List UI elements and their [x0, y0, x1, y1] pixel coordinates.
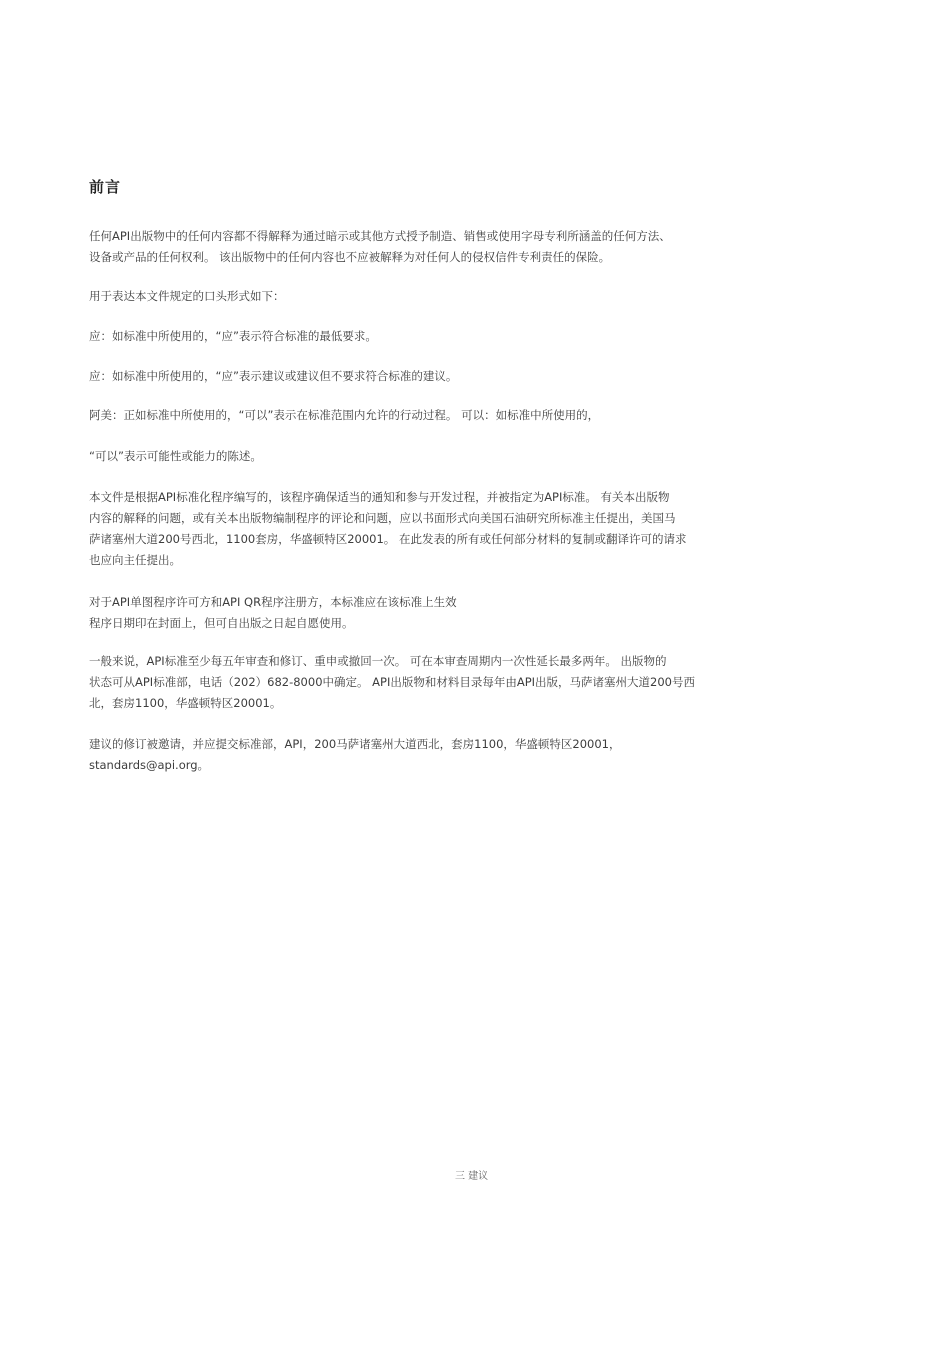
text-line: 对于API单图程序许可方和API QR程序注册方，本标准应在该标准上生效: [89, 595, 457, 609]
paragraph-standardization-procedure: [89, 487, 889, 571]
text-line: 一般来说，API标准至少每五年审查和修订、重申或撤回一次。 可在本审查周期内一次性延长最多两年。 出版物的: [89, 654, 667, 668]
paragraph-revision-submission: [89, 734, 889, 776]
text-line: 建议的修订被邀请，并应提交标准部，API，200马萨诸塞州大道西北，套房1100，华盛顿特区20001，: [89, 737, 621, 751]
paragraph-monogram-program: [89, 592, 889, 634]
text-line: 本文件是根据API标准化程序编写的，该程序确保适当的通知和参与开发过程，并被指定为API标准。 有关本出版物: [89, 490, 670, 504]
text-line: 北，套房1100，华盛顿特区20001。: [89, 696, 282, 710]
text-line: 程序日期印在封面上，但可自出版之日起自愿使用。: [89, 616, 354, 630]
text-line: 阿美：正如标准中所使用的，“可以”表示在标准范围内允许的行动过程。 可以：如标准中所使用的，: [89, 408, 600, 422]
paragraph-review-cycle: [89, 651, 889, 714]
text-line: 任何API出版物中的任何内容都不得解释为通过暗示或其他方式授予制造、销售或使用字母专利所涵盖的任何方法、: [89, 229, 671, 243]
paragraph-may-definition: [89, 405, 889, 426]
page-footer: 三 建议: [455, 1171, 489, 1182]
text-line: 设备或产品的任何权利。 该出版物中的任何内容也不应被解释为对任何人的侵权信件专利责任的保险。: [89, 250, 611, 264]
text-line: 内容的解释的问题，或有关本出版物编制程序的评论和问题，应以书面形式向美国石油研究所标准主任提出，美国马: [89, 511, 676, 525]
paragraph-should-definition: [89, 366, 889, 387]
text-line: 应：如标准中所使用的，“应”表示建议或建议但不要求符合标准的建议。: [89, 369, 458, 383]
text-line: 状态可从API标准部，电话（202）682-8000中确定。 API出版物和材料目录每年由API出版，马萨诸塞州大道200号西: [89, 675, 695, 689]
text-line: 用于表达本文件规定的口头形式如下：: [89, 289, 285, 303]
paragraph-can-definition: [89, 446, 889, 467]
text-line: 萨诸塞州大道200号西北，1100套房，华盛顿特区20001。 在此发表的所有或任何部分材料的复制或翻译许可的请求: [89, 532, 687, 546]
paragraph-patent-disclaimer: [89, 226, 889, 268]
paragraph-shall-definition: [89, 326, 889, 347]
text-line: 也应向主任提出。: [89, 553, 181, 567]
paragraph-verbal-forms-intro: [89, 286, 889, 307]
text-line: “可以”表示可能性或能力的陈述。: [89, 449, 262, 463]
text-line: standards@api.org。: [89, 758, 210, 772]
text-line: 应：如标准中所使用的，“应”表示符合标准的最低要求。: [89, 329, 377, 343]
page-title: 前言: [89, 178, 122, 196]
